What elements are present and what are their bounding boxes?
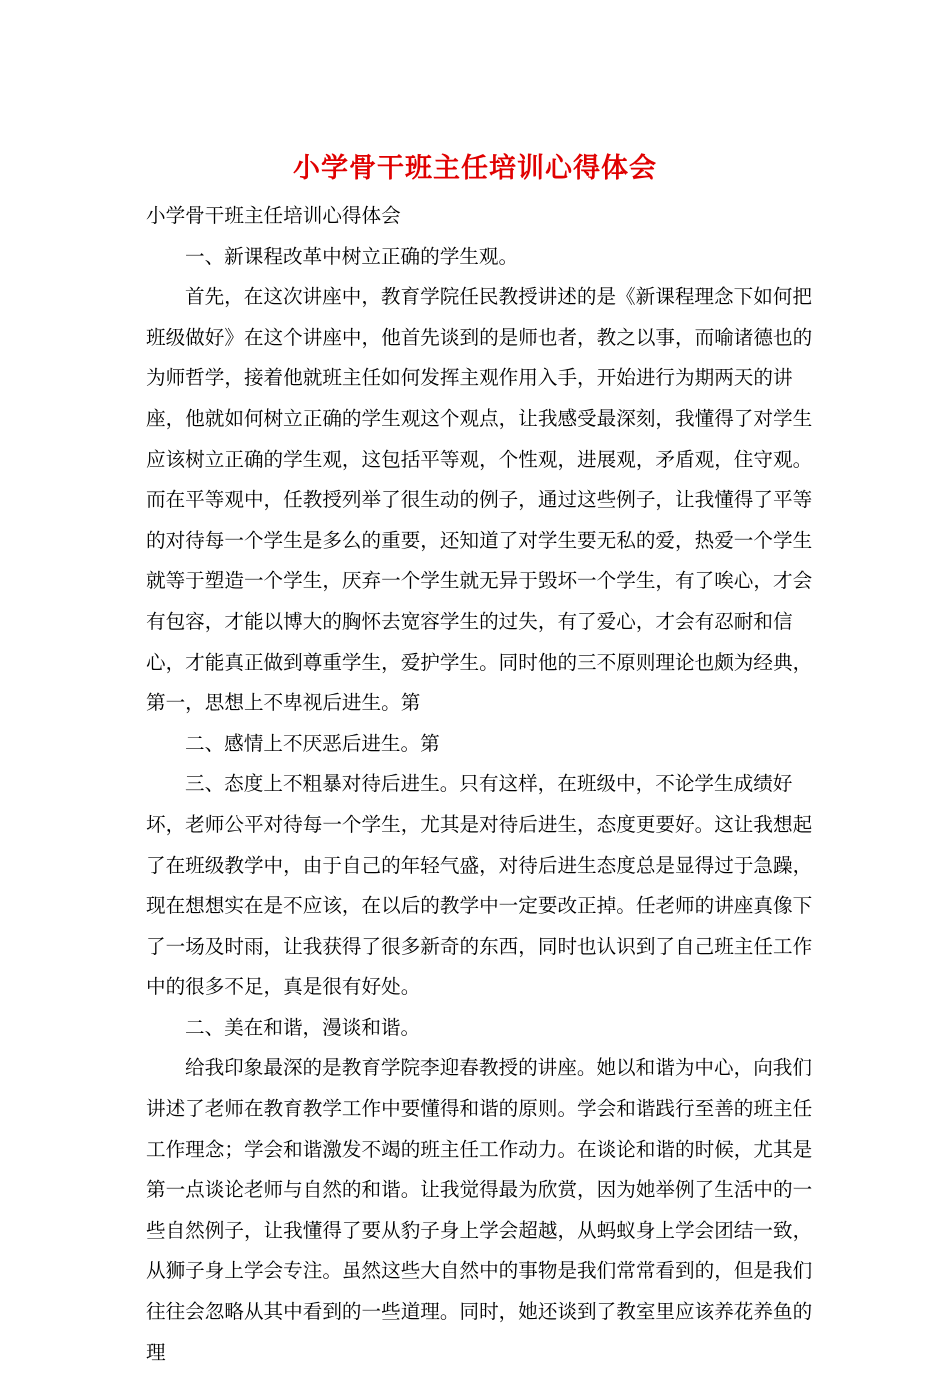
document-title: 小学骨干班主任培训心得体会 bbox=[293, 153, 657, 184]
paragraph: 二、感情上不厌恶后进生。第 bbox=[185, 731, 440, 755]
document-body bbox=[146, 196, 814, 1373]
paragraph: 三、态度上不粗暴对待后进生。只有这样，在班级中，不论学生成绩好坏，老师公平对待每一个学生，尤其是对待后进生，态度更要好。这让我想起了在班级教学中，由于自己的年轻气盛，对待后进生态度总是显得过于急躁，现在想想实在是不应该，在以后的教学中一定要改正掉。任老师的讲座真像下了一场及时雨，让我获得了很多新奇的东西，同时也认识到了自己班主任工作中的很多不足，真是很有好处。 bbox=[146, 772, 813, 999]
paragraph: 首先，在这次讲座中，教育学院任民教授讲述的是《新课程理念下如何把班级做好》在这个讲座中，他首先谈到的是师也者，教之以事，而喻诸德也的为师哲学，接着他就班主任如何发挥主观作用入手，开始进行为期两天的讲座，他就如何树立正确的学生观这个观点，让我感受最深刻，我懂得了对学生应该树立正确的学生观，这包括平等观，个性观，进展观，矛盾观，住守观。而在平等观中，任教授列举了很生动的例子，通过这些例子，让我懂得了平等的对待每一个学生是多么的重要，还知道了对学生要无私的爱，热爱一个学生就等于塑造一个学生，厌弃一个学生就无异于毁坏一个学生，有了唉心，才会有包容，才能以博大的胸怀去宽容学生的过失，有了爱心，才会有忍耐和信心，才能真正做到尊重学生，爱护学生。同时他的三不原则理论也颇为经典，第一，思想上不卑视后进生。第 bbox=[146, 285, 813, 715]
paragraph: 二、美在和谐，漫谈和谐。 bbox=[185, 1015, 421, 1039]
paragraph: 一、新课程改革中树立正确的学生观。 bbox=[185, 244, 519, 268]
paragraph: 给我印象最深的是教育学院李迎春教授的讲座。她以和谐为中心，向我们讲述了老师在教育教学工作中要懂得和谐的原则。学会和谐践行至善的班主任工作理念；学会和谐激发不竭的班主任工作动力。在谈论和谐的时候，尤其是第一点谈论老师与自然的和谐。让我觉得最为欣赏，因为她举例了生活中的一些自然例子，让我懂得了要从豹子身上学会超越，从蚂蚁身上学会团结一致，从狮子身上学会专注。虽然这些大自然中的事物是我们常常看到的，但是我们往往会忽略从其中看到的一些道理。同时，她还谈到了教室里应该养花养鱼的理 bbox=[146, 1056, 813, 1364]
document-subtitle: 小学骨干班主任培训心得体会 bbox=[146, 204, 401, 227]
